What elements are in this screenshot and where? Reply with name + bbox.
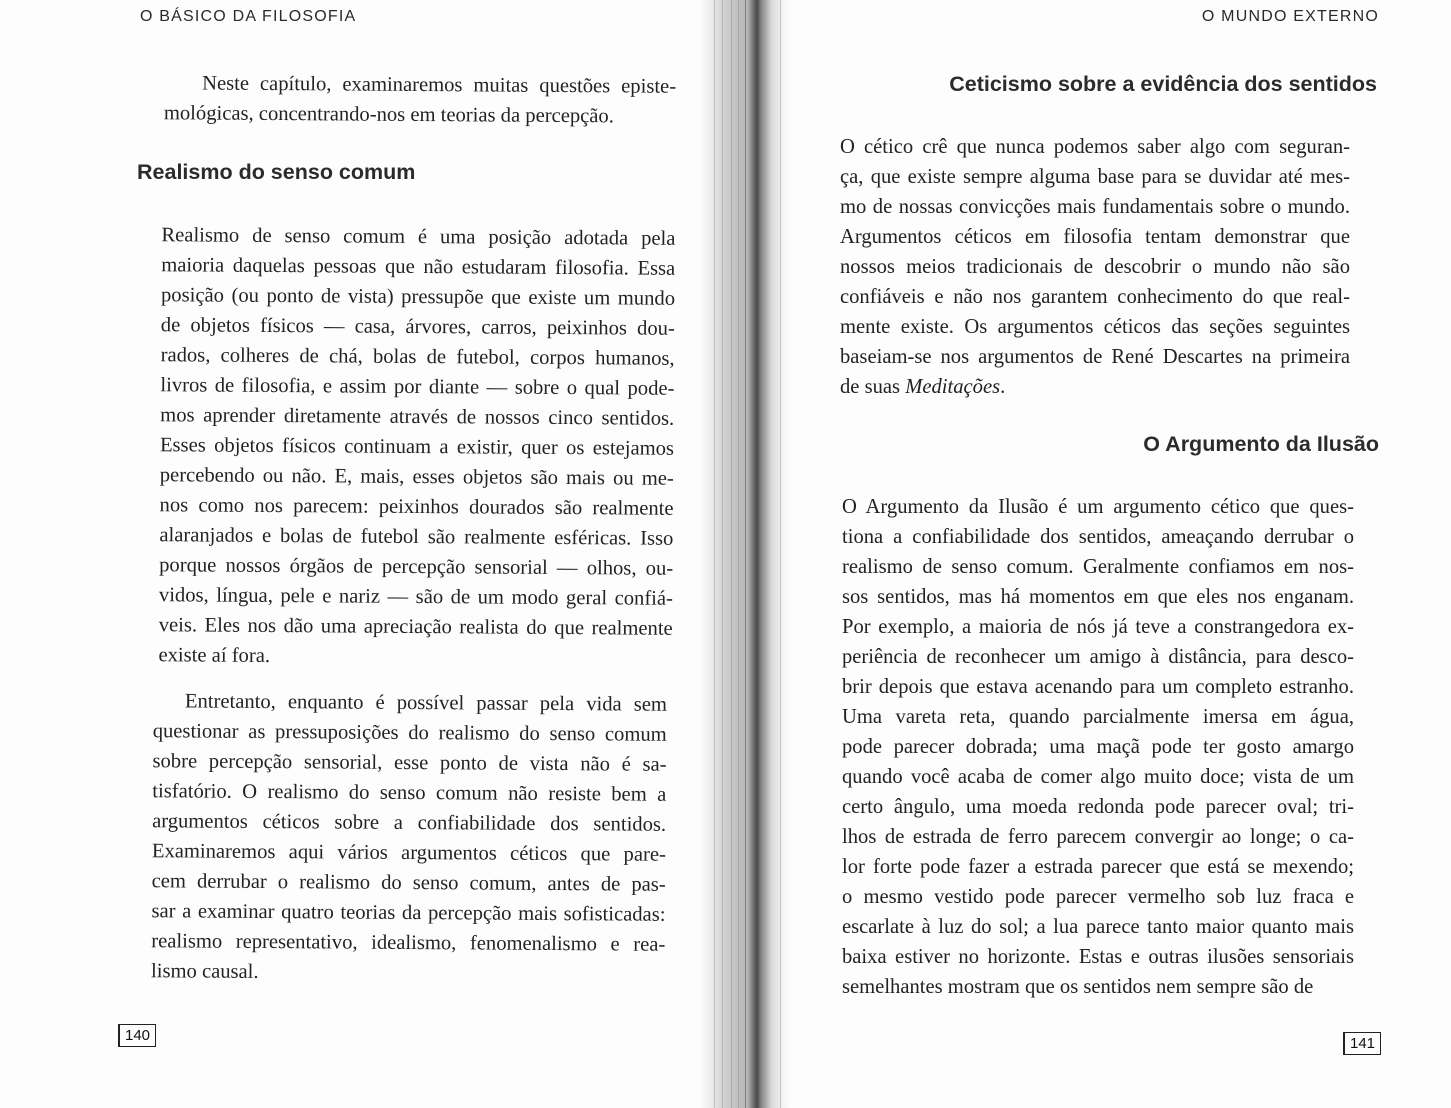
- paragraph-argumento-ilusao: [842, 492, 1354, 1002]
- text-line: confiáveis e não nos garantem conhecimento do que real-: [840, 286, 1350, 308]
- text-line: rados, colheres de chá, bolas de futebol, corpos humanos,: [160, 344, 675, 370]
- text-line: argumentos céticos sobre a confiabilidade dos sentidos.: [152, 810, 667, 836]
- text-line: cem derrubar o realismo do senso comum, antes de pas-: [151, 870, 666, 896]
- text-line: semelhantes mostram que os sentidos nem sempre são de: [842, 976, 1314, 998]
- text-line: lismo causal.: [150, 960, 259, 983]
- text-line: sobre percepção sensorial, esse ponto de vista não é sa-: [152, 750, 667, 776]
- text-line: nos como nos parecem: peixinhos dourados são realmente: [159, 494, 674, 520]
- text-line: baseiam-se nos argumentos de René Descartes na primeira: [840, 346, 1350, 368]
- right-page: [790, 0, 1451, 1108]
- intro-paragraph: [164, 68, 676, 132]
- text-line: vidos, língua, pele e nariz — são de um modo geral confiá-: [158, 584, 674, 610]
- text-line: existe aí fora.: [158, 644, 271, 667]
- section-title-argumento-ilusao: O Argumento da Ilusão: [1143, 432, 1379, 456]
- text-line: nossos meios tradicionais de descobrir o mundo não são: [840, 256, 1350, 278]
- text-line: de objetos físicos — casa, árvores, carros, peixinhos dou-: [160, 314, 675, 340]
- text-line: livros de filosofia, e assim por diante — sobre o qual pode-: [160, 374, 675, 400]
- text-fragment: de suas: [840, 376, 906, 398]
- page-number-right: 141: [1343, 1032, 1381, 1055]
- text-line: Esses objetos físicos continuam a existir, quer os estejamos: [159, 434, 675, 460]
- text-line: Entretanto, enquanto é possível passar pela vida sem: [184, 690, 668, 716]
- paragraph-ceticismo: [840, 132, 1350, 402]
- text-line: brir depois que estava acenando para um completo estranho.: [842, 676, 1354, 698]
- text-line: Examinaremos aqui vários argumentos céticos que pare-: [151, 840, 666, 866]
- text-line: mos aprender diretamente através de nossos cinco sentidos.: [160, 404, 675, 430]
- text-line: realismo representativo, idealismo, fenomenalismo e rea-: [151, 930, 666, 956]
- text-line: escarlate à luz do sol; a lua parece tanto maior quanto mais: [842, 916, 1354, 938]
- text-line: pode parecer dobrada; uma maçã pode ter gosto amargo: [842, 736, 1354, 758]
- text-line: quando você acaba de comer algo muito doce; vista de um: [842, 766, 1354, 788]
- paragraph-realismo: [158, 220, 675, 674]
- paragraph-entretanto: [151, 686, 667, 990]
- text-line: certo ângulo, uma moeda redonda pode parecer oval; tri-: [842, 796, 1354, 818]
- text-line: posição (ou ponto de vista) pressupõe que existe um mundo: [160, 284, 676, 310]
- text-line: sar a examinar quatro teorias da percepção mais sofisticadas:: [151, 900, 666, 926]
- text-line: Por exemplo, a maioria de nós já teve a constrangedora ex-: [842, 616, 1354, 638]
- book-gutter: [700, 0, 792, 1108]
- text-line: maioria daquelas pessoas que não estudaram filosofia. Essa: [161, 254, 676, 280]
- text-line: percebendo ou não. E, mais, esses objetos são mais ou me-: [159, 464, 674, 490]
- page-number-left: 140: [118, 1024, 156, 1047]
- text-line: baixa estiver no horizonte. Estas e outras ilusões sensoriais: [842, 946, 1354, 968]
- text-fragment: .: [1000, 376, 1006, 398]
- running-head-left: O BÁSICO DA FILOSOFIA: [140, 8, 357, 25]
- text-line: tisfatório. O realismo do senso comum não resiste bem a: [152, 780, 667, 806]
- text-line: Uma vareta reta, quando parcialmente imersa em água,: [842, 706, 1354, 728]
- intro-line: Neste capítulo, examinaremos muitas questões episte-: [202, 72, 677, 98]
- section-title-ceticismo: Ceticismo sobre a evidência dos sentidos: [949, 72, 1377, 96]
- text-line: periência de reconhecer um amigo à distância, para desco-: [842, 646, 1354, 668]
- text-line: Argumentos céticos em filosofia tentam demonstrar que: [840, 226, 1350, 248]
- text-line: [840, 372, 1350, 402]
- book-title-meditacoes: Meditações: [905, 376, 1001, 398]
- left-page: [0, 0, 705, 1108]
- section-title-senso-comum: Realismo do senso comum: [137, 160, 416, 184]
- text-line: veis. Eles nos dão uma apreciação realista do que realmente: [158, 614, 673, 640]
- intro-line: mológicas, concentrando-nos em teorias da percepção.: [163, 102, 614, 128]
- text-line: porque nossos órgãos de percepção sensorial — olhos, ou-: [159, 554, 674, 580]
- text-line: o mesmo vestido pode parecer vermelho sob luz fraca e: [842, 886, 1354, 908]
- text-line: tiona a confiabilidade dos sentidos, ameaçando derrubar o: [842, 526, 1354, 548]
- text-line: O cético crê que nunca podemos saber algo com seguran-: [840, 136, 1350, 158]
- text-line: lhos de estrada de ferro parecem convergir ao longe; o ca-: [842, 826, 1354, 848]
- running-head-right: O MUNDO EXTERNO: [1201, 8, 1379, 25]
- text-line: questionar as pressuposições do realismo do senso comum: [152, 720, 667, 746]
- text-line: mente existe. Os argumentos céticos das seções seguintes: [840, 316, 1350, 338]
- text-line: Realismo de senso comum é uma posição adotada pela: [161, 224, 676, 250]
- text-line: mo de nossas convicções mais fundamentais sobre o mundo.: [840, 196, 1350, 218]
- text-line: lor forte pode fazer a estrada parecer que está se mexendo;: [842, 856, 1354, 878]
- text-line: O Argumento da Ilusão é um argumento cético que ques-: [842, 496, 1354, 518]
- text-line: alaranjados e bolas de futebol são realmente esféricas. Isso: [159, 524, 674, 550]
- text-line: ça, que existe sempre alguma base para se duvidar até mes-: [840, 166, 1350, 188]
- text-line: sos sentidos, mas há momentos em que eles nos enganam.: [842, 586, 1354, 608]
- text-line: realismo de senso comum. Geralmente confiamos em nos-: [842, 556, 1354, 578]
